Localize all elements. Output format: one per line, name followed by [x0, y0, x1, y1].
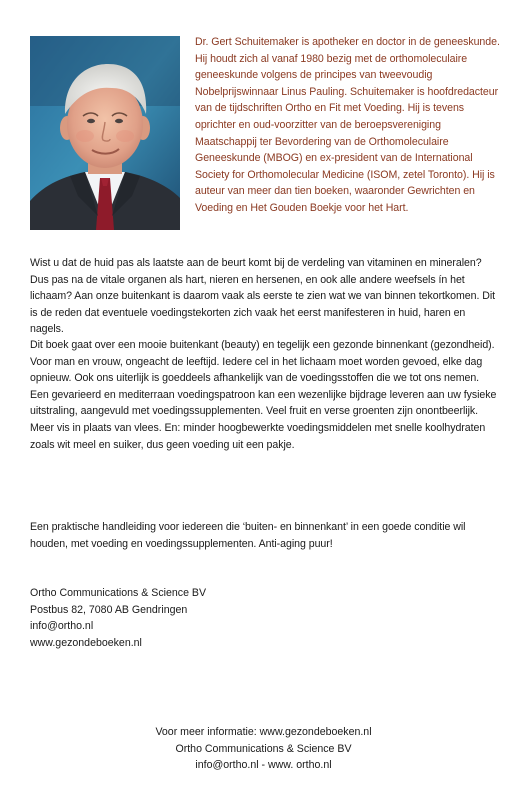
author-portrait — [30, 36, 180, 230]
publisher-name: Ortho Communications & Science BV — [30, 587, 207, 599]
publisher-block — [30, 585, 206, 651]
publisher-email: info@ortho.nl — [30, 620, 94, 633]
author-bio: Dr. Gert Schuitemaker is apotheker en doctor in de geneeskunde. Hij houdt zich al vanaf 1980 bezig met de orthomoleculaire geneeskunde volgens de principes van tweevoudig Nobelprijswinnaar Linus Pauling. Schuitemaker is hoofdredacteur van de tijdschriften Ortho en Fit met Voeding. Hij is tevens oprichter en oud-voorzitter van de beroepsvereniging Maatschappij ter Bevordering van de Orthomoleculaire Geneeskunde (MBOG) en ex-president van de International Society for Orthomolecular Medicine (ISOM, zetel Toronto). Hij is auteur van meer dan tien boeken, waaronder Gewrichten en Voeding en Het Gouden Boekje voor het Hart. — [195, 36, 500, 214]
book-description-paragraph: Dit boek gaat over een mooie buitenkant (beauty) en tegelijk een gezonde binnenkant (gezondheid). Voor man en vrouw, ongeacht de leeftijd. Iedere cel in het lichaam moet worden gevoed, elke dag opnieuw. Ook ons uiterlijk is goeddeels afhankelijk van de voedingsstoffen die we tot ons nemen. Een gevarieerd en mediterraan voedingspatroon kan een wezenlijke bijdrage leveren aan uw fysieke uitstraling, aangevuld met voedingssupplementen. Veel fruit en verse groenten zijn onontbeerlijk. Meer vis in plaats van vlees. En: minder hoogbewerkte voedingsmiddelen met snelle koolhydraten zoals wit meel en suiker, dus geen voeding uit een pakje. — [30, 339, 497, 451]
footer-company: Ortho Communications & Science BV — [175, 742, 352, 755]
footer-contact: info@ortho.nl - www. ortho.nl — [195, 759, 332, 772]
footer — [0, 724, 527, 774]
publisher-website: www.gezondeboeken.nl — [30, 636, 142, 649]
intro-paragraph: Wist u dat de huid pas als laatste aan de beurt komt bij de verdeling van vitaminen en mineralen? Dus pas na de vitale organen als hart, nieren en hersenen, en ook alle andere weefsels ín het lichaam? Aan onze buitenkant is daarom vaak als eerste te zien wat we van binnen tekortkomen. Dit is de reden dat eventuele voedingstekorten zich vaak het eerst manifesteren in huid, haren en nagels. — [30, 257, 496, 336]
footer-more-info: Voor meer informatie: www.gezondeboeken.nl — [155, 726, 372, 738]
closing-paragraph: Een praktische handleiding voor iedereen die ‘buiten- en binnenkant’ in een goede conditie wil houden, met voeding en voedingssupplementen. Anti-aging puur! — [30, 521, 466, 550]
publisher-address: Postbus 82, 7080 AB Gendringen — [30, 603, 188, 616]
author-portrait-image — [30, 36, 180, 230]
